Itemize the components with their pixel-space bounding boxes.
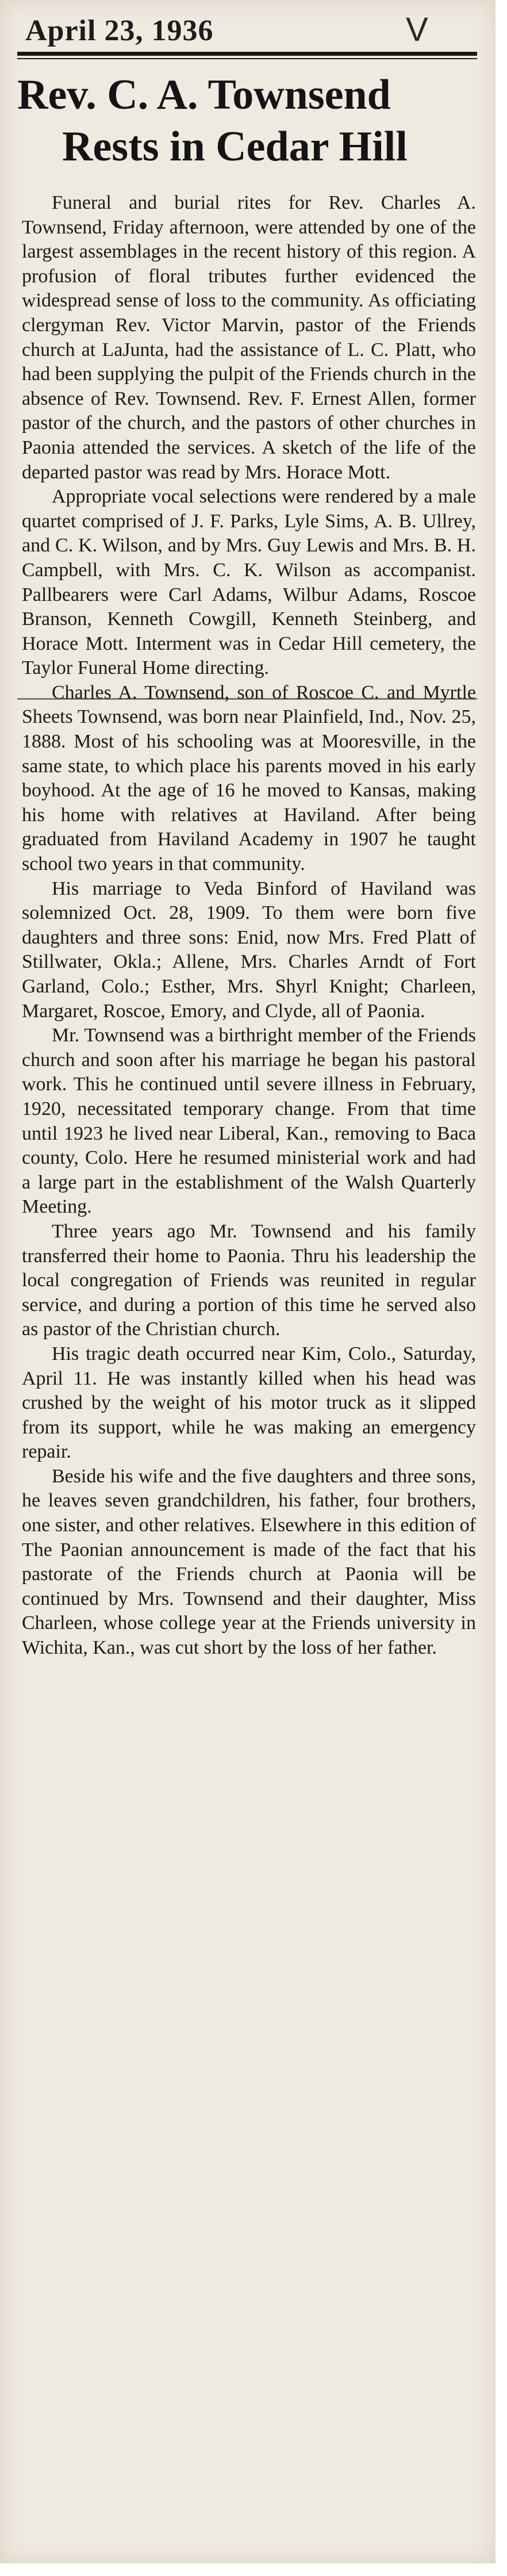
article-body xyxy=(22,191,476,1661)
article-paragraph-paonia: Three years ago Mr. Townsend and his family transferred their home to Paonia. Thru his leadership the local congregation of Friends was reunited in regular service, and during a portion of this time he served also as pastor of the Christian church. xyxy=(22,1220,476,1340)
header-rule-thick xyxy=(17,52,477,56)
headline-line-1: Rev. C. A. Townsend xyxy=(17,71,391,118)
article-paragraph-music-pallbearers: Appropriate vocal selections were rendered by a male quartet comprised of J. F. Parks, Lyle Sims, A. B. Ullrey, and C. K. Wilson, and by Mrs. Guy Lewis and Mrs. B. H. Campbell, with Mrs. C. K. Wilson as accompanist. Pallbearers were Carl Adams, Wilbur Adams, Roscoe Branson, Kenneth Cowgill, Kenneth Steinberg, and Horace Mott. Interment was in Cedar Hill cemetery, the Taylor Funeral Home directing. xyxy=(22,486,476,679)
article-paragraph-birth: Charles A. Townsend, son of Roscoe C. and Myrtle Sheets Townsend, was born near Plainfield, Ind., Nov. 25, 1888. Most of his schooling was at Mooresville, in the same state, to which place his parents moved in his early boyhood. At the age of 16 he moved to Kansas, making his home with relatives at Haviland. After being graduated from Haviland Academy in 1907 he taught school two years in that community. xyxy=(22,681,476,875)
article-paragraph-funeral: Funeral and burial rites for Rev. Charles A. Townsend, Friday afternoon, were attended by one of the largest assemblages in the recent history of this region. A profusion of floral tributes further evidenced the widespread sense of loss to the community. As officiating clergyman Rev. Victor Marvin, pastor of the Friends church at LaJunta, had the assistance of L. C. Platt, who had been supplying the pulpit of the Friends church in the absence of Rev. Townsend. Rev. F. Ernest Allen, former pastor of the church, and the pastors of other churches in Paonia attended the services. A sketch of the life of the departed pastor was read by Mrs. Horace Mott. xyxy=(22,192,476,483)
article-paragraph-ministry: Mr. Townsend was a birthright member of the Friends church and soon after his marriage he began his pastoral work. This he continued until severe illness in February, 1920, necessitated temporary change. From that time until 1923 he lived near Liberal, Kan., removing to Baca county, Colo. Here he resumed ministerial work and had a large part in the establishment of the Walsh Quarterly Meeting. xyxy=(22,1025,476,1218)
article-paragraph-survivors: Beside his wife and the five daughters and three sons, he leaves seven grandchildren, his father, four brothers, one sister, and other relatives. Elsewhere in this edition of The Paonian announcement is made of the fact that his pastorate of the Friends church at Paonia will be continued by Mrs. Townsend and their daughter, Miss Charleen, whose college year at the Friends university in Wichita, Kan., was cut short by the loss of her father. xyxy=(22,1465,476,1659)
header-rule-thin xyxy=(17,58,477,59)
publication-date: April 23, 1936 xyxy=(25,14,214,47)
handwritten-margin-mark: V xyxy=(406,11,428,48)
article-paragraph-marriage: His marriage to Veda Binford of Haviland was solemnized Oct. 28, 1909. To them were born five daughters and three sons: Enid, now Mrs. Fred Platt of Stillwater, Okla.; Allene, Mrs. Charles Arndt of Fort Garland, Colo.; Esther, Mrs. Shyrl Knight; Charleen, Margaret, Roscoe, Emory, and Clyde, all of Paonia. xyxy=(22,877,476,1022)
article-paragraph-death: His tragic death occurred near Kim, Colo., Saturday, April 11. He was instantly killed when his head was crushed by the weight of his motor truck as it slipped from its support, while he was making an emergency repair. xyxy=(22,1343,476,1463)
headline-line-2: Rests in Cedar Hill xyxy=(62,123,408,170)
dateline xyxy=(17,10,477,56)
headline xyxy=(11,69,489,172)
